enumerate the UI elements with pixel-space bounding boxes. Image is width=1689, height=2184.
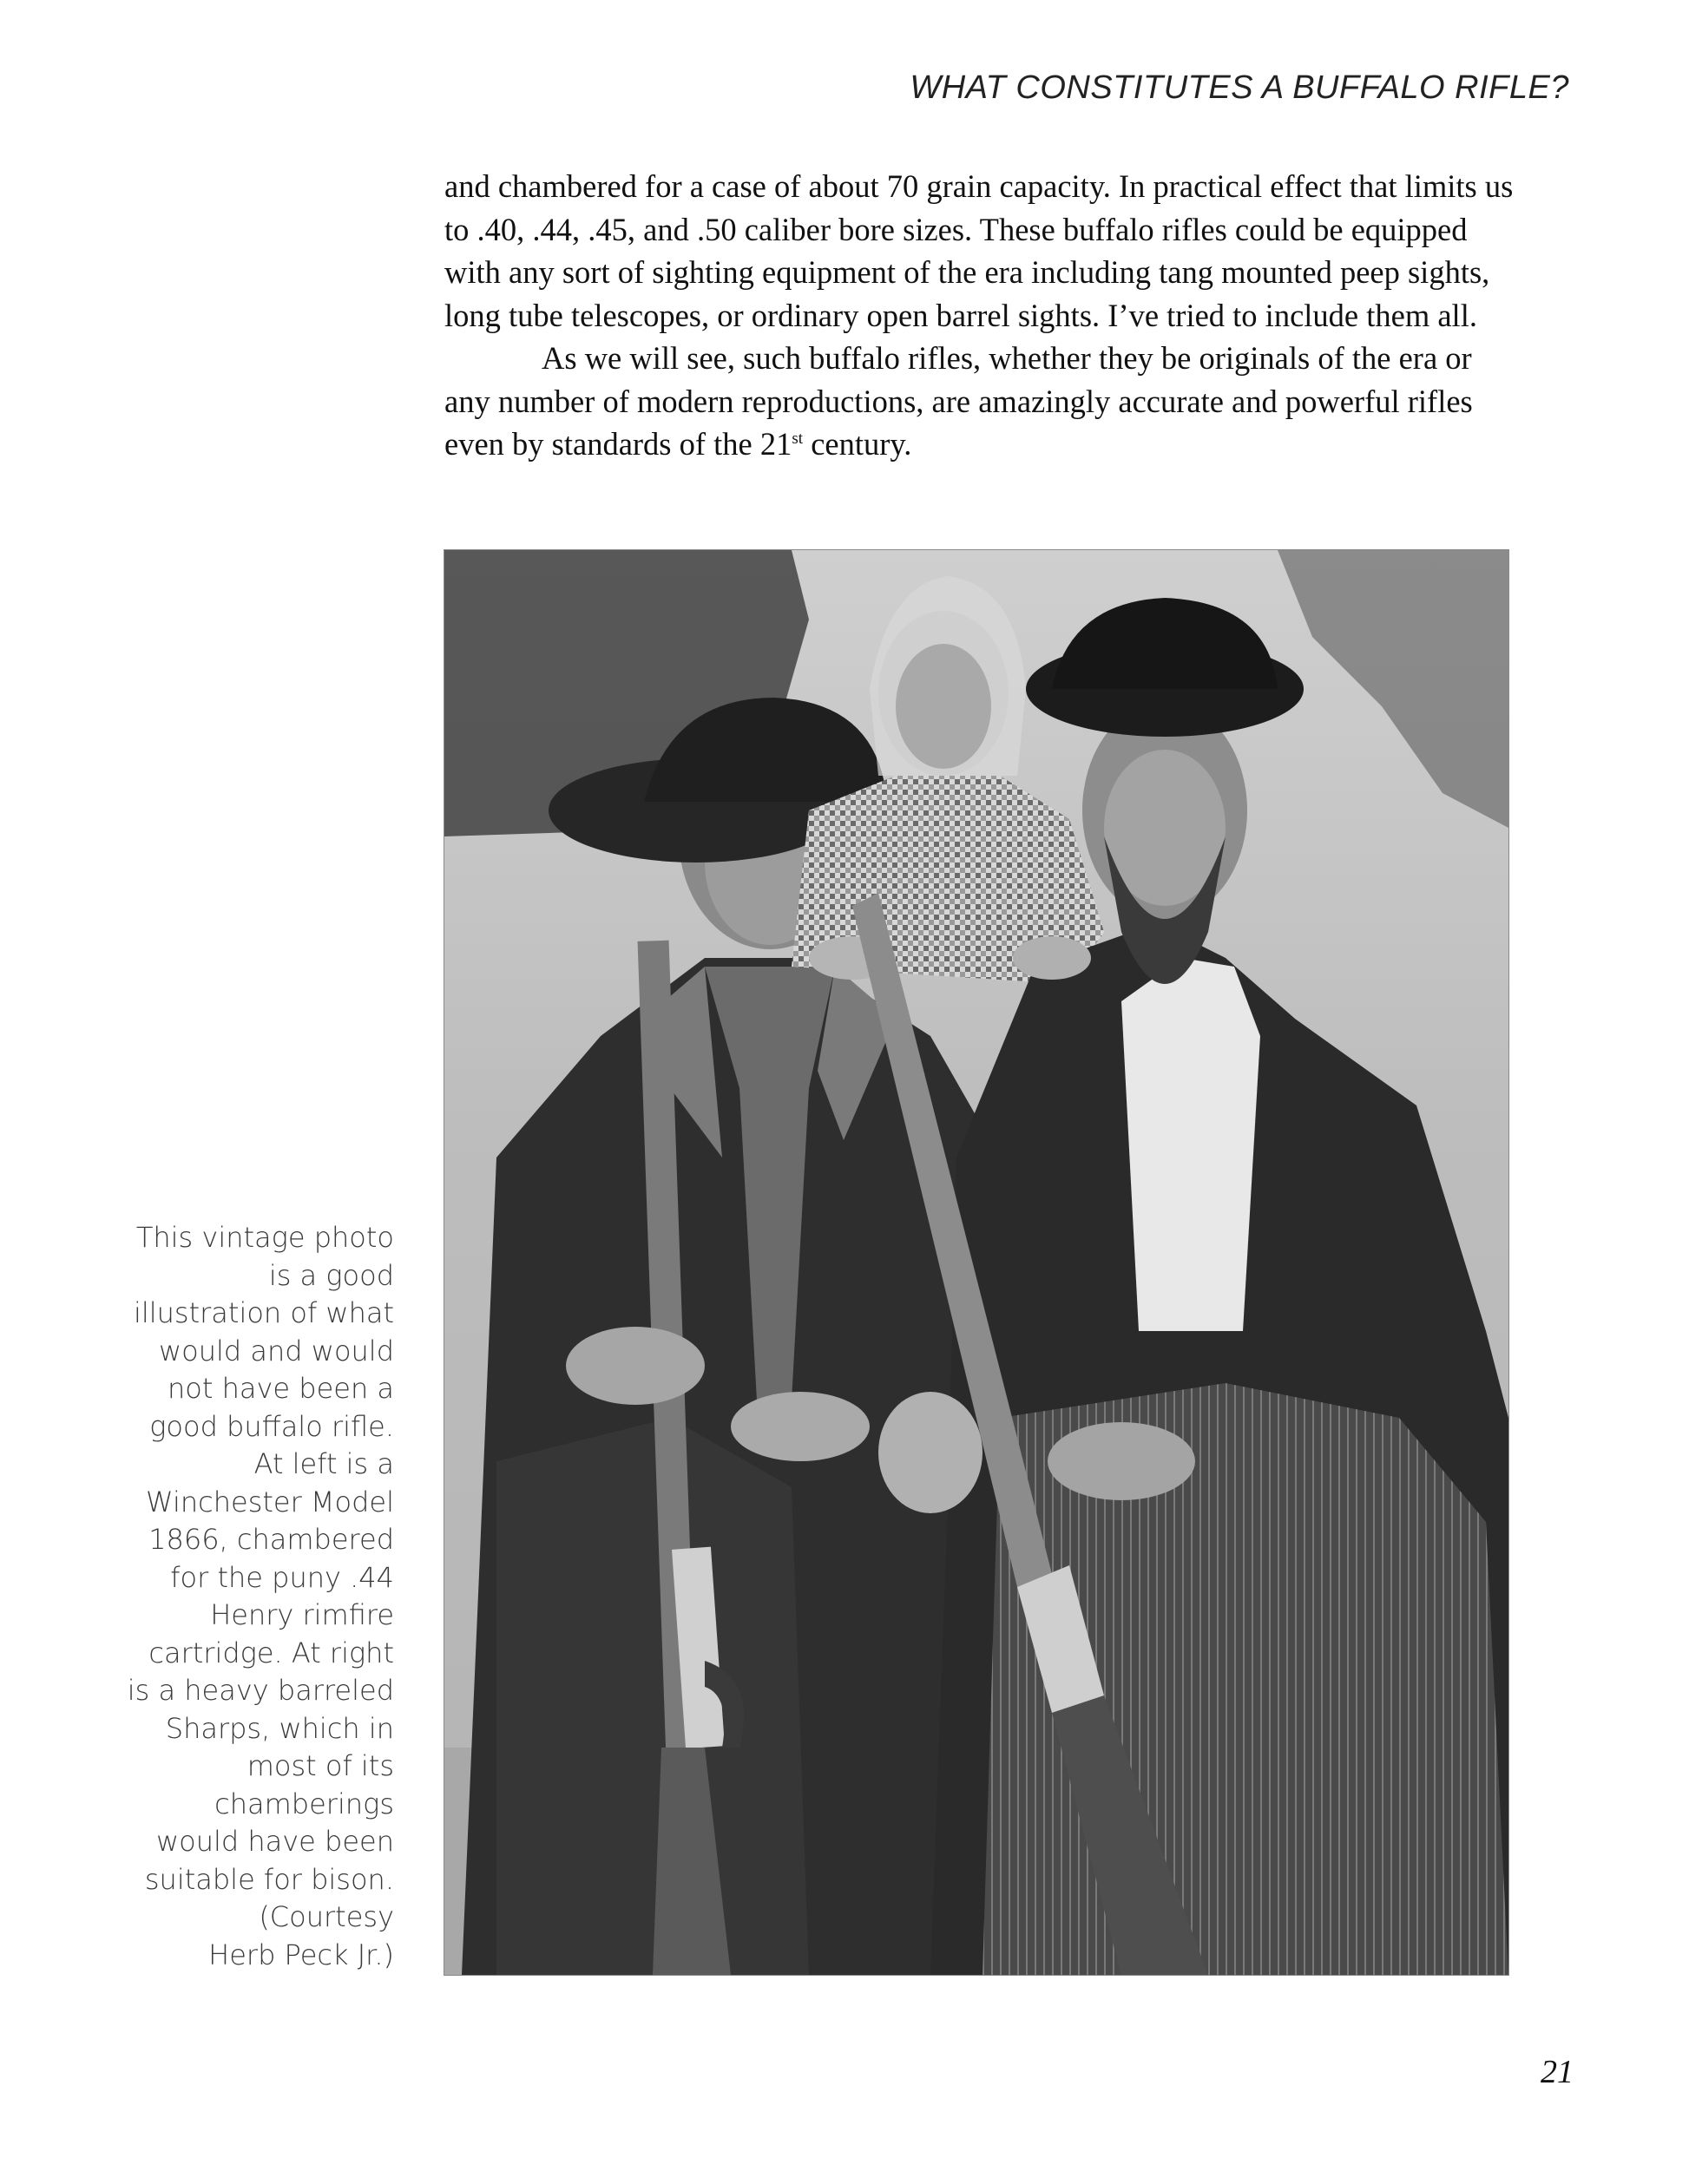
caption-line: would and would [158, 1334, 394, 1367]
caption-line: most of its [246, 1749, 394, 1782]
photo-caption [99, 1219, 394, 1974]
paragraph-2-end: century. [803, 426, 912, 462]
caption-line: would have been [155, 1825, 394, 1858]
caption-line: good buffalo rifle. [149, 1409, 394, 1443]
vintage-photo [444, 549, 1509, 1976]
ordinal-suffix: st [792, 429, 804, 448]
paragraph-2 [444, 337, 1521, 466]
running-head: WHAT CONSTITUTES A BUFFALO RIFLE? [910, 69, 1569, 106]
caption-line: This vintage photo [135, 1221, 394, 1254]
caption-line: (Courtesy [259, 1900, 394, 1933]
paragraph-2-text: As we will see, such buffalo rifles, whether they be originals of the era or any number of modern reproductions, are amazingly accurate and powerful rifles even by standards of the 21 [444, 340, 1473, 462]
caption-line: for the puny .44 [170, 1560, 394, 1594]
page-number: 21 [1541, 2054, 1574, 2090]
caption-line: Winchester Model [146, 1485, 394, 1518]
caption-line: suitable for bison. [144, 1862, 394, 1896]
caption-line: Henry rimfire [210, 1598, 394, 1631]
caption-line: 1866, chambered [148, 1523, 394, 1556]
caption-line: chamberings [214, 1787, 394, 1820]
caption-line: not have been a [167, 1372, 394, 1405]
caption-line: is a good [268, 1258, 394, 1292]
caption-line: illustration of what [133, 1296, 394, 1329]
caption-line: is a heavy barreled [127, 1674, 394, 1707]
caption-line: Sharps, which in [165, 1711, 394, 1745]
body-text [444, 165, 1521, 466]
paragraph-1: and chambered for a case of about 70 grain capacity. In practical effect that limits us to .40, .44, .45, and .50 caliber bore sizes. These buffalo rifles could be equipped with any sort of sighting equipment of the era including tang mounted peep sights, long tube telescopes, or ordinary open barrel sights. I’ve tried to include them all. [444, 168, 1514, 333]
caption-line: At left is a [253, 1447, 394, 1480]
caption-line: Herb Peck Jr.) [208, 1938, 394, 1971]
caption-line: cartridge. At right [148, 1636, 394, 1669]
